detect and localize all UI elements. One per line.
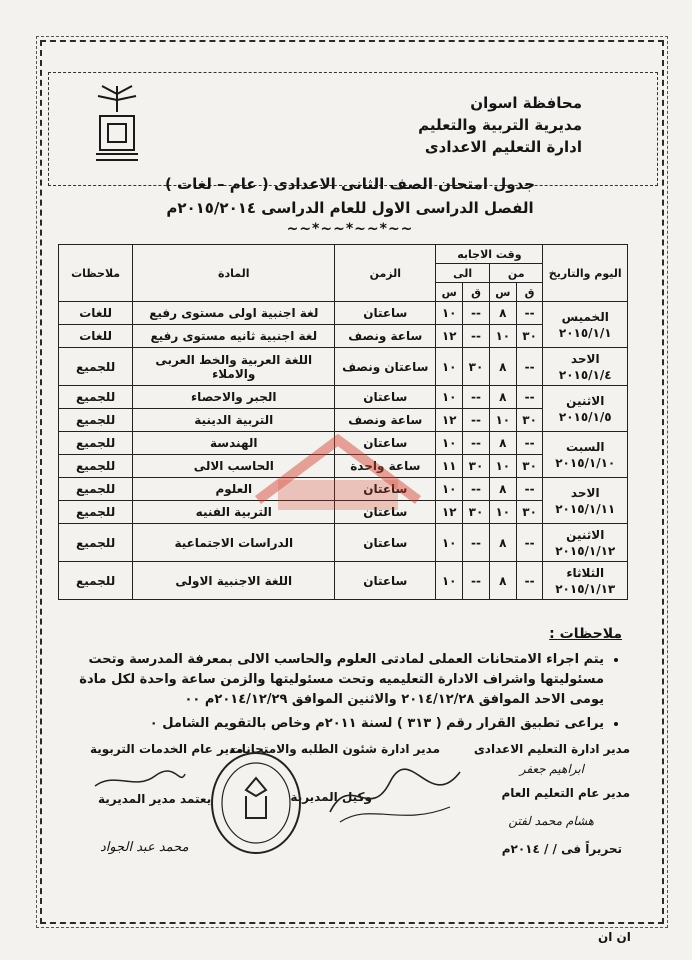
from-q-cell: -- [516, 432, 543, 455]
duration-cell: ساعتان [335, 501, 436, 524]
note-cell: للجميع [59, 432, 133, 455]
to-s-cell: ١٢ [436, 325, 463, 348]
sig-affairs-director-title: مدير ادارة شئون الطلبه والامتحانات [229, 742, 440, 756]
notes-section [62, 624, 622, 738]
duration-cell: ساعتان ونصف [335, 348, 436, 386]
day-name: الاثنين [566, 393, 605, 408]
from-s-cell: ٨ [489, 302, 516, 325]
to-s-cell: ١٠ [436, 524, 463, 562]
from-q-cell: -- [516, 524, 543, 562]
duration-cell: ساعتان [335, 302, 436, 325]
duration-cell: ساعتان [335, 524, 436, 562]
from-s-cell: ١٠ [489, 409, 516, 432]
note-cell: للغات [59, 325, 133, 348]
subject-cell: لغة اجنبية ثانيه مستوى رفيع [133, 325, 335, 348]
from-s-cell: ٨ [489, 386, 516, 409]
note-cell: للجميع [59, 386, 133, 409]
to-q-cell: -- [463, 524, 490, 562]
from-q-cell: ٣٠ [516, 409, 543, 432]
from-q-cell: ٣٠ [516, 501, 543, 524]
subject-cell: التربية الفنيه [133, 501, 335, 524]
table-row [59, 386, 628, 409]
note-cell: للجميع [59, 524, 133, 562]
note-cell: للجميع [59, 409, 133, 432]
header-duration: الزمن [335, 245, 436, 302]
from-q-cell: -- [516, 302, 543, 325]
header-line-governorate: محافظة اسوان [470, 94, 582, 112]
duration-cell: ساعة ونصف [335, 325, 436, 348]
table-row [59, 348, 628, 386]
day-name: الاحد [570, 485, 600, 500]
duration-cell: ساعتان [335, 386, 436, 409]
from-s-cell: ٨ [489, 478, 516, 501]
from-q-cell: -- [516, 562, 543, 600]
subject-cell: اللغة العربية والخط العربى والاملاء [133, 348, 335, 386]
to-s-cell: ١٠ [436, 348, 463, 386]
table-row [59, 562, 628, 600]
from-s-cell: ٨ [489, 432, 516, 455]
note-cell: للجميع [59, 348, 133, 386]
header-from-q: ق [516, 283, 543, 302]
to-q-cell: ٣٠ [463, 348, 490, 386]
title-block [160, 172, 540, 238]
to-s-cell: ١٠ [436, 302, 463, 325]
day-cell [543, 386, 628, 432]
day-name: السبت [566, 439, 605, 454]
note-item: • يتم اجراء الامتحانات العملى لمادتى العلوم والحاسب الالى بمعرفة المدرسة وتحت مسئوليتها واشراف الادارة التعليميه وتحت مسئوليتها والزمن ساعة واحدة لكل مادة يومى الاحد الموافق ٢٠١٤/١٢/٢٨ والاثنين الموافق ٢٠١٤/١٢/٢٩م ٠٠ [62, 650, 604, 710]
ministry-logo [90, 82, 144, 166]
day-date: ٢٠١٥/١/١ [558, 325, 612, 340]
day-date: ٢٠١٥/١/١٣ [555, 581, 616, 596]
sig-deputy-title: وكيل المديرية [290, 790, 372, 804]
to-s-cell: ١٢ [436, 409, 463, 432]
to-s-cell: ١١ [436, 455, 463, 478]
subject-cell: الهندسة [133, 432, 335, 455]
header-subject: المادة [133, 245, 335, 302]
day-cell [543, 432, 628, 478]
duration-cell: ساعة ونصف [335, 409, 436, 432]
from-q-cell: -- [516, 348, 543, 386]
header-line-directorate: مديرية التربية والتعليم [418, 116, 582, 134]
from-s-cell: ٨ [489, 348, 516, 386]
sig-head-name: محمد عبد الجواد [100, 840, 189, 855]
issue-date: تحريراً فى / / ٢٠١٤م [501, 842, 622, 856]
from-q-cell: ٣٠ [516, 325, 543, 348]
from-q-cell: -- [516, 386, 543, 409]
from-q-cell: ٣٠ [516, 455, 543, 478]
header-lines [362, 92, 582, 158]
main-title: جدول امتحان الصف الثانى الاعدادى ( عام – لغات ) [164, 175, 536, 193]
from-s-cell: ٨ [489, 562, 516, 600]
day-date: ٢٠١٥/١/١١ [555, 501, 616, 516]
day-cell [543, 562, 628, 600]
to-s-cell: ١٠ [436, 386, 463, 409]
to-q-cell: -- [463, 562, 490, 600]
day-date: ٢٠١٥/١/٥ [558, 409, 612, 424]
notes-list [62, 650, 622, 734]
from-s-cell: ١٠ [489, 325, 516, 348]
sig-general-director-name: هشام محمد لفتن [508, 814, 594, 828]
note-cell: للجميع [59, 501, 133, 524]
day-date: ٢٠١٥/١/٤ [558, 367, 612, 382]
note-cell: للجميع [59, 562, 133, 600]
to-q-cell: -- [463, 302, 490, 325]
from-s-cell: ١٠ [489, 455, 516, 478]
note-item: • يراعى تطبيق القرار رقم ( ٣١٣ ) لسنة ٢٠١١م وخاص بالتقويم الشامل ٠ [62, 714, 604, 734]
table-row [59, 302, 628, 325]
duration-cell: ساعتان [335, 432, 436, 455]
table-row [59, 325, 628, 348]
to-s-cell: ١٠ [436, 478, 463, 501]
day-cell [543, 524, 628, 562]
to-q-cell: -- [463, 325, 490, 348]
duration-cell: ساعتان [335, 562, 436, 600]
day-date: ٢٠١٥/١/١٠ [555, 455, 616, 470]
sub-title: الفصل الدراسى الاول للعام الدراسى ٢٠١٥/٢٠١٤م [166, 199, 534, 217]
day-cell [543, 302, 628, 348]
to-q-cell: -- [463, 409, 490, 432]
subject-cell: الحاسب الالى [133, 455, 335, 478]
from-s-cell: ٨ [489, 524, 516, 562]
sig-general-director-title: مدير عام التعليم العام [501, 786, 630, 800]
sig-services-director-title: مدير عام الخدمات التربوية [90, 742, 244, 756]
note-cell: للغات [59, 302, 133, 325]
header-from: من [489, 264, 543, 283]
to-s-cell: ١٢ [436, 501, 463, 524]
sig-prep-director-title: مدير ادارة التعليم الاعدادى [473, 742, 630, 756]
header-to-q: ق [463, 283, 490, 302]
directorate-director-label: مدير المديرية [98, 792, 176, 806]
to-q-cell: -- [463, 386, 490, 409]
handwritten-signature [320, 752, 470, 832]
day-name: الاحد [570, 351, 600, 366]
subject-cell: الدراسات الاجتماعية [133, 524, 335, 562]
from-s-cell: ١٠ [489, 501, 516, 524]
sig-prep-director-name: ابراهيم جعفر [519, 762, 584, 776]
note-cell: للجميع [59, 478, 133, 501]
footer-mark: ان ان [598, 930, 631, 944]
to-q-cell: ٣٠ [463, 501, 490, 524]
subject-cell: التربية الدينية [133, 409, 335, 432]
subject-cell: اللغة الاجنبية الاولى [133, 562, 335, 600]
day-date: ٢٠١٥/١/١٢ [555, 543, 616, 558]
header-notes: ملاحظات [59, 245, 133, 302]
subject-cell: العلوم [133, 478, 335, 501]
header-line-administration: ادارة التعليم الاعدادى [424, 138, 582, 156]
to-q-cell: -- [463, 478, 490, 501]
duration-cell: ساعتان [335, 478, 436, 501]
note-cell: للجميع [59, 455, 133, 478]
header-from-s: س [489, 283, 516, 302]
day-name: الثلاثاء [566, 565, 605, 580]
header-answer-time: وقت الاجابه [436, 245, 543, 264]
approve-label: يعتمد [180, 792, 212, 806]
day-cell [543, 478, 628, 524]
official-seal-stamp [208, 748, 304, 858]
header-to: الى [436, 264, 490, 283]
day-cell [543, 348, 628, 386]
day-name: الخميس [561, 309, 609, 324]
to-s-cell: ١٠ [436, 562, 463, 600]
header-to-s: س [436, 283, 463, 302]
to-q-cell: ٣٠ [463, 455, 490, 478]
day-name: الاثنين [566, 527, 605, 542]
watermark-logo [238, 420, 438, 530]
notes-title: ملاحظات : [549, 626, 622, 642]
from-q-cell: -- [516, 478, 543, 501]
title-ornament: ~~*~~*~~*~~ [286, 221, 414, 237]
subject-cell: لغة اجنبية اولى مستوى رفيع [133, 302, 335, 325]
subject-cell: الجبر والاحصاء [133, 386, 335, 409]
header-day: اليوم والتاريخ [543, 245, 628, 302]
handwritten-signature [90, 766, 190, 796]
to-s-cell: ١٠ [436, 432, 463, 455]
to-q-cell: -- [463, 432, 490, 455]
duration-cell: ساعة واحدة [335, 455, 436, 478]
